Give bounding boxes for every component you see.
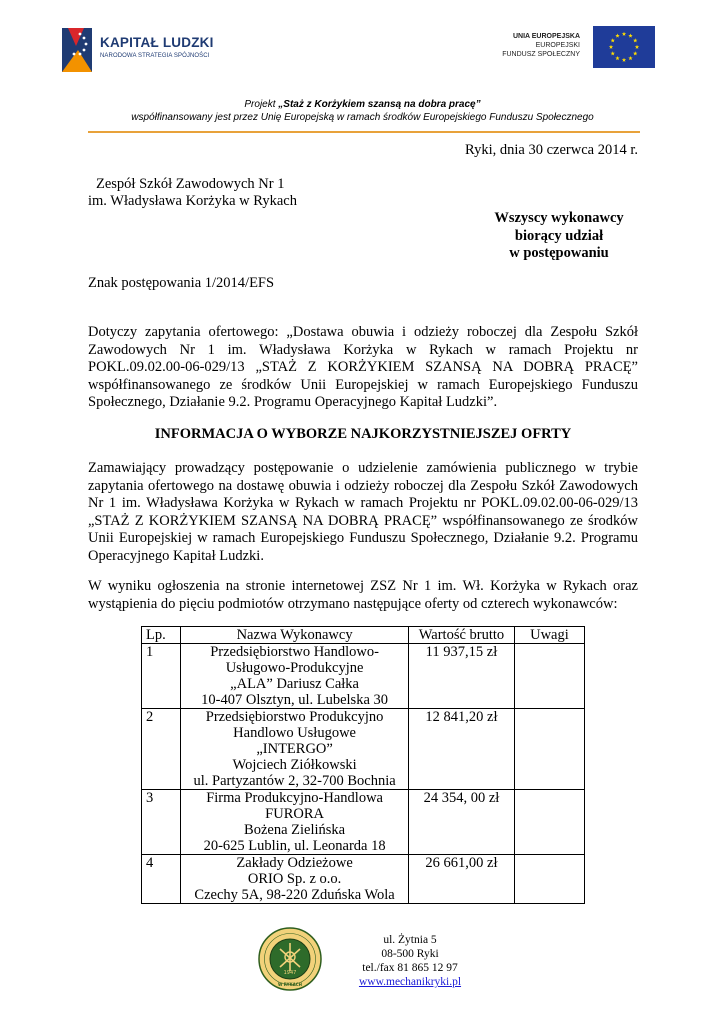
header-value: Wartość brutto xyxy=(409,627,515,644)
footer-contact xyxy=(340,933,480,989)
recipient-block xyxy=(480,210,638,263)
contractor-name-line: ORIO Sp. z o.o. xyxy=(247,871,342,887)
eu-text xyxy=(502,32,580,59)
contractor-name-line: Wojciech Ziółkowski xyxy=(232,757,357,773)
kapital-ludzki-logo xyxy=(58,22,218,80)
eu-logo xyxy=(455,26,655,68)
row-lp: 1 xyxy=(142,644,181,709)
table-row xyxy=(142,644,585,709)
row-gross-value: 26 661,00 zł xyxy=(409,855,515,904)
table-header-row xyxy=(142,627,585,644)
recipient-line-1: Wszyscy wykonawcy xyxy=(494,210,624,226)
contractor-name-line: „ALA” Dariusz Całka xyxy=(230,676,359,692)
contractor-name-line: Przedsiębiorstwo Produkcyjno xyxy=(205,709,384,725)
recipient-line-3: w postępowaniu xyxy=(509,245,609,261)
contractor-name-line: Czechy 5A, 98-220 Zduńska Wola xyxy=(194,887,395,903)
row-contractor-name xyxy=(181,855,409,904)
kapital-ludzki-title: KAPITAŁ LUDZKI xyxy=(100,35,214,50)
header-name: Nazwa Wykonawcy xyxy=(181,627,409,644)
contractor-name-line: Bożena Zielińska xyxy=(244,822,346,838)
eu-line-2: EUROPEJSKI xyxy=(535,42,580,49)
footer-phone: tel./fax 81 865 12 97 xyxy=(362,962,458,974)
project-banner xyxy=(0,98,725,124)
row-notes xyxy=(514,644,584,709)
school-seal-icon xyxy=(258,927,322,991)
row-gross-value: 12 841,20 zł xyxy=(409,709,515,790)
contractor-name-line: ul. Partyzantów 2, 32-700 Bochnia xyxy=(193,773,396,789)
contractor-name-line: Zakłady Odzieżowe xyxy=(236,855,353,871)
header-lp: Lp. xyxy=(142,627,181,644)
recipient-line-2: biorący udział xyxy=(514,227,604,244)
contractor-name-line: 10-407 Olsztyn, ul. Lubelska 30 xyxy=(201,692,389,708)
contractor-name-line: „INTERGO” xyxy=(256,741,333,757)
contractor-name-line: Handlowo Usługowe xyxy=(233,725,356,741)
reference-number: Znak postępowania 1/2014/EFS xyxy=(88,275,275,291)
contractor-name-line: 20-625 Lublin, ul. Leonarda 18 xyxy=(203,838,386,854)
letter-date: Ryki, dnia 30 czerwca 2014 r. xyxy=(465,142,638,158)
eu-flag-icon xyxy=(593,26,655,68)
section-heading: INFORMACJA O WYBORZE NAJKORZYSTNIEJSZEJ OFRTY xyxy=(154,426,572,442)
project-prefix: Projekt xyxy=(244,99,279,110)
table-row xyxy=(142,855,585,904)
body-paragraph-1: Zamawiający prowadzący postępowanie o udzielenie zamówienia publicznego w trybie zapytania ofertowego na dostawę obuwia i odzieży roboczej dla Zespołu Szkół Zawodowych Nr 1 im. Władysława Korżyka w Rykach w ramach Projektu nr POKL.09.02.00-06-029/13 „STAŻ Z KORŻYKIEM SZANSĄ NA DOBRĄ PRACĘ” współfinansowanego ze środków Unii Europejskiej w ramach Europejskiego Funduszu Społecznego, Działanie 9.2. Programu Operacyjnego Kapitał Ludzki. xyxy=(88,460,638,564)
table-row xyxy=(142,790,585,855)
body-paragraph-2: W wyniku ogłoszenia na stronie internetowej ZSZ Nr 1 im. Wł. Korżyka w Rykach oraz wystąpienia do pięciu podmiotów otrzymano następujące oferty od czterech wykonawców: xyxy=(88,578,638,612)
sender-line-1: Zespół Szkół Zawodowych Nr 1 xyxy=(96,176,285,192)
contractor-name-line: FURORA xyxy=(265,806,324,822)
footer-address-1: ul. Żytnia 5 xyxy=(383,934,437,946)
project-line-1 xyxy=(0,98,725,111)
contractor-name-line: Przedsiębiorstwo Handlowo- xyxy=(210,644,379,660)
row-gross-value: 11 937,15 zł xyxy=(409,644,515,709)
row-lp: 4 xyxy=(142,855,181,904)
kapital-ludzki-emblem-icon xyxy=(58,22,96,78)
seal-place: W RYKACH xyxy=(277,982,303,987)
table-row xyxy=(142,709,585,790)
project-line-2: współfinansowany jest przez Unię Europejską w ramach środków Europejskiego Funduszu Społecznego xyxy=(131,112,594,123)
sender-line-2: im. Władysława Korżyka w Rykach xyxy=(88,193,297,209)
offers-table xyxy=(141,626,585,904)
seal-year: 1947 xyxy=(283,970,297,976)
row-contractor-name xyxy=(181,709,409,790)
contractor-name-line: Usługowo-Produkcyjne xyxy=(225,660,364,676)
header-notes: Uwagi xyxy=(514,627,584,644)
eu-line-3: FUNDUSZ SPOŁECZNY xyxy=(502,51,580,58)
row-contractor-name xyxy=(181,644,409,709)
row-lp: 3 xyxy=(142,790,181,855)
row-contractor-name xyxy=(181,790,409,855)
contractor-name-line: Firma Produkcyjno-Handlowa xyxy=(206,790,383,806)
footer-address-2: 08-500 Ryki xyxy=(381,948,439,960)
row-notes xyxy=(514,709,584,790)
row-notes xyxy=(514,790,584,855)
subject-paragraph: Dotyczy zapytania ofertowego: „Dostawa obuwia i odzieży roboczej dla Zespołu Szkół Zawodowych Nr 1 im. Władysława Korżyka w Rykach w ramach Projektu nr POKL.09.02.00-06-029/13 „STAŻ Z KORŻYKIEM SZANSĄ NA DOBRĄ PRACĘ” współfinansowanego ze środków Unii Europejskiej w ramach Europejskiego Funduszu Społecznego, Działanie 9.2. Programu Operacyjnego Kapitał Ludzki”. xyxy=(88,324,638,410)
eu-line-1: UNIA EUROPEJSKA xyxy=(512,33,580,40)
header-divider xyxy=(88,131,640,133)
footer-website-link[interactable]: www.mechanikryki.pl xyxy=(358,976,462,988)
row-lp: 2 xyxy=(142,709,181,790)
row-gross-value: 24 354, 00 zł xyxy=(409,790,515,855)
row-notes xyxy=(514,855,584,904)
project-title: „Staż z Korżykiem szansą na dobra pracę” xyxy=(278,99,481,110)
kapital-ludzki-subtitle: NARODOWA STRATEGIA SPÓJNOŚCI xyxy=(100,53,210,59)
